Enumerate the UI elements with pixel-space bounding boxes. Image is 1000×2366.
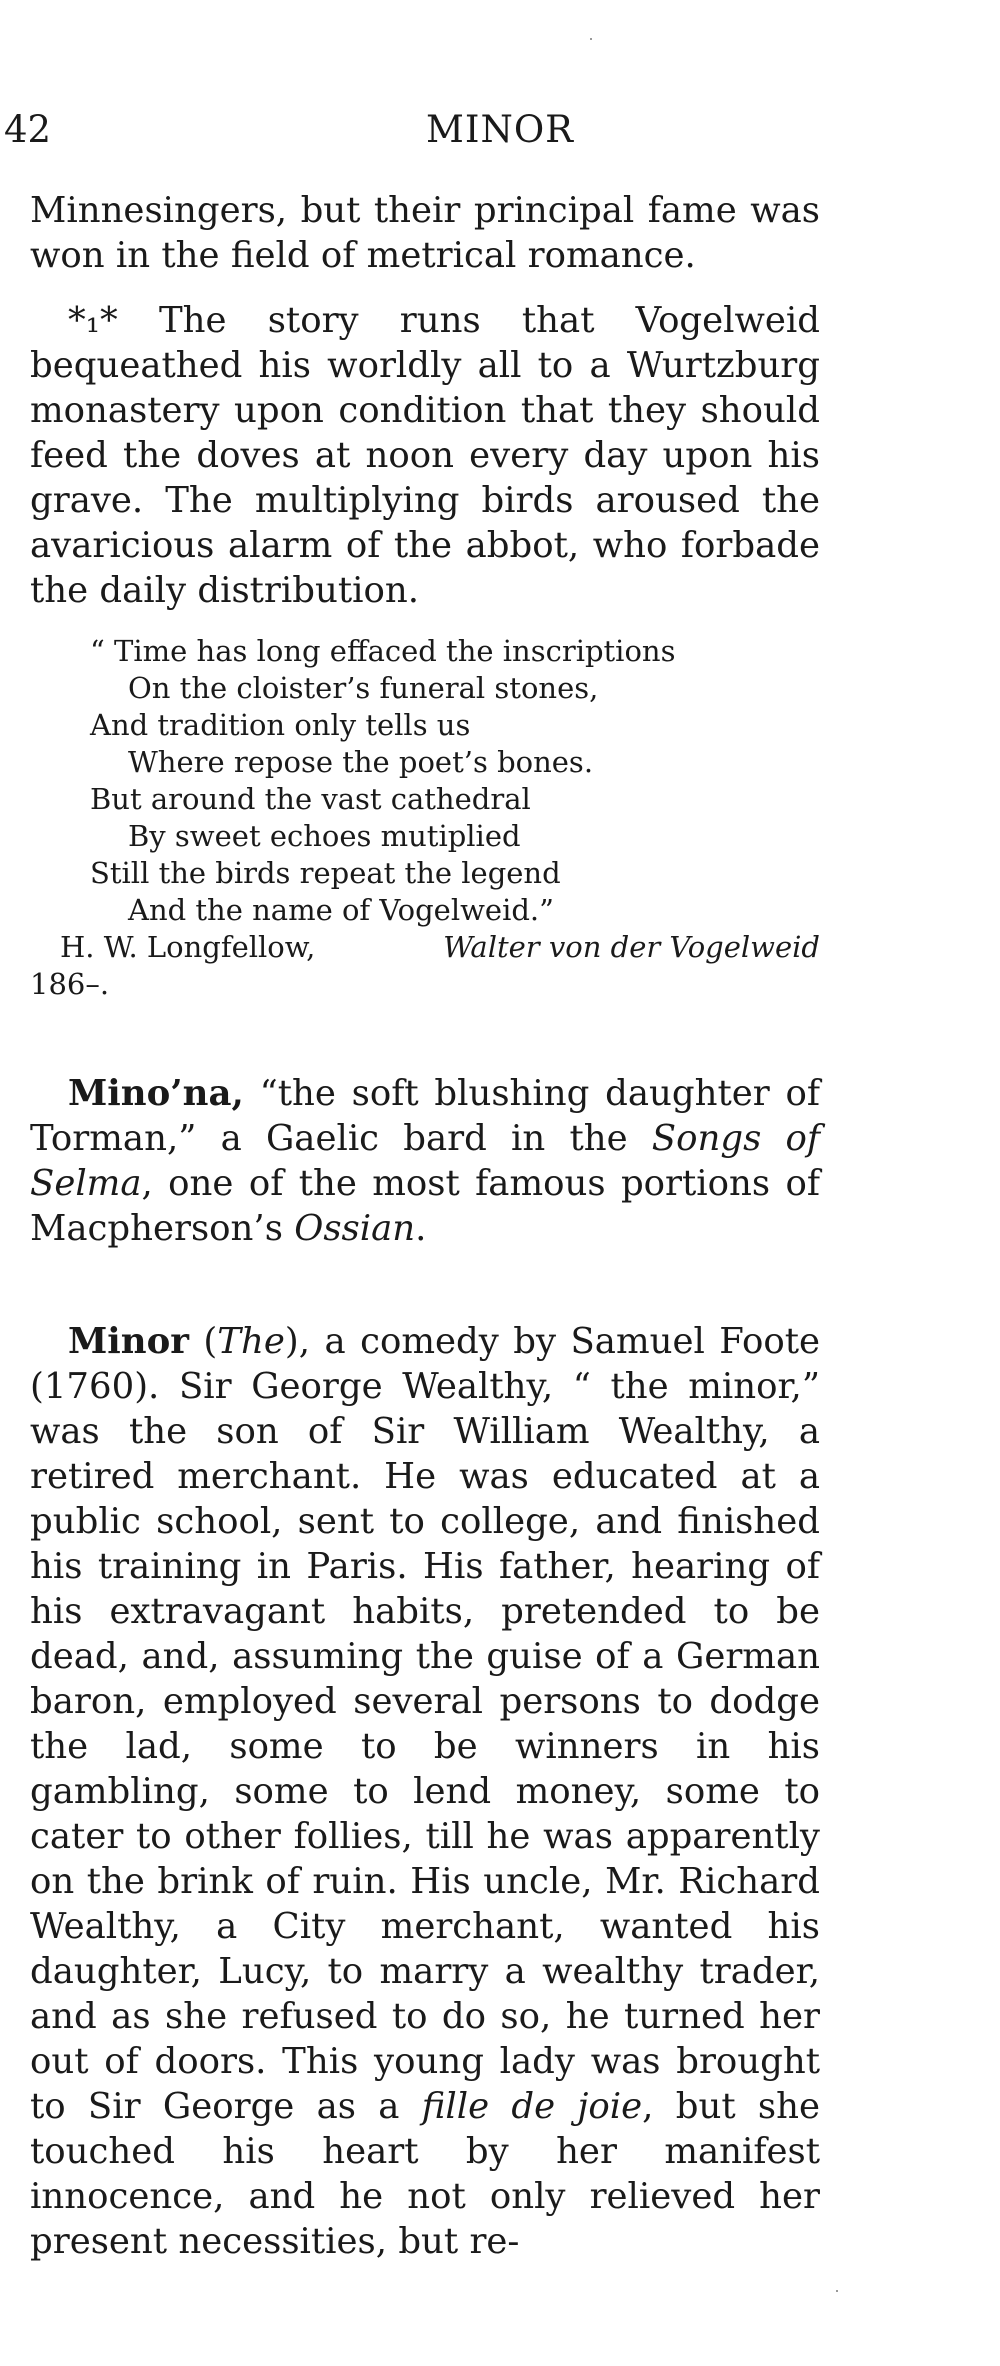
entry-minor: Minor (The), a comedy by Samuel Foote (1760). Sir George Wealthy, “ the minor,” was the son of Sir William Wealthy, a retired merchant. He was educated at a public school, sent to college, and finished his training in Paris. His father, hearing of his extravagant habits, pretended to be dead, and, assuming the guise of a German baron, employed several persons to dodge the lad, some to be winners in his gambling, some to lend money, some to cater to other follies, till he was apparently on the brink of ruin. His uncle, Mr. Richard Wealthy, a City merchant, wanted his daughter, Lucy, to marry a wealthy trader, and as she refused to do so, he turned her out of doors. This young lady was brought to Sir George as a fille de joie, but she touched his heart by her manifest innocence, and he not only relieved her present necessities, but re- xyxy=(30,1321,820,2262)
poem-line: But around the vast cathedral xyxy=(90,782,531,816)
citation-title: Walter von der Vogelweid xyxy=(443,930,820,964)
citation-year: 186–. xyxy=(30,967,110,1001)
poem-quote xyxy=(30,633,820,929)
poem-line: And the name of Vogelweid.” xyxy=(128,893,554,927)
page-body xyxy=(30,188,820,2264)
running-head: MINOR xyxy=(425,108,575,151)
poem-line: Still the birds repeat the legend xyxy=(90,856,561,890)
entry-minona: Mino’na, “the soft blushing daughter of Torman,” a Gaelic bard in the Songs of Selma, one of the most famous portions of Macpherson’s Ossian. xyxy=(30,1073,821,1249)
poem-citation xyxy=(30,929,820,1003)
poem-line: And tradition only tells us xyxy=(90,708,471,742)
speck xyxy=(590,38,592,40)
poem-line: Where repose the poet’s bones. xyxy=(128,745,594,779)
work-title: Ossian xyxy=(294,1208,416,1249)
headword: Minor xyxy=(68,1321,189,1362)
citation-author: H. W. Longfellow, xyxy=(60,930,316,964)
work-title: The xyxy=(217,1321,285,1362)
note-paragraph xyxy=(30,298,820,613)
foreign-phrase: fille de joie xyxy=(421,2086,643,2127)
poem-line: On the cloister’s funeral stones, xyxy=(128,671,599,705)
poem-line: “ Time has long effaced the inscriptions xyxy=(90,634,676,668)
poem-line: By sweet echoes mutiplied xyxy=(128,819,521,853)
note-text: The story runs that Vogelweid bequeathed his worldly all to a Wurtzburg monastery upon condition that they should feed the doves at noon every day upon his grave. The multiplying birds aroused the avaricious alarm of the abbot, who forbade the daily distribution. xyxy=(30,300,820,611)
asterism: *₁* xyxy=(68,300,118,341)
citation-line xyxy=(30,929,820,966)
page-header xyxy=(0,108,1000,158)
work-title: Songs of Selma xyxy=(30,1118,821,1204)
speck xyxy=(836,2290,838,2292)
page-number: 42 xyxy=(4,108,52,151)
entry-continuation: Minnesingers, but their principal fame was won in the field of metrical romance. xyxy=(30,190,820,276)
headword: Mino’na, xyxy=(68,1073,244,1114)
